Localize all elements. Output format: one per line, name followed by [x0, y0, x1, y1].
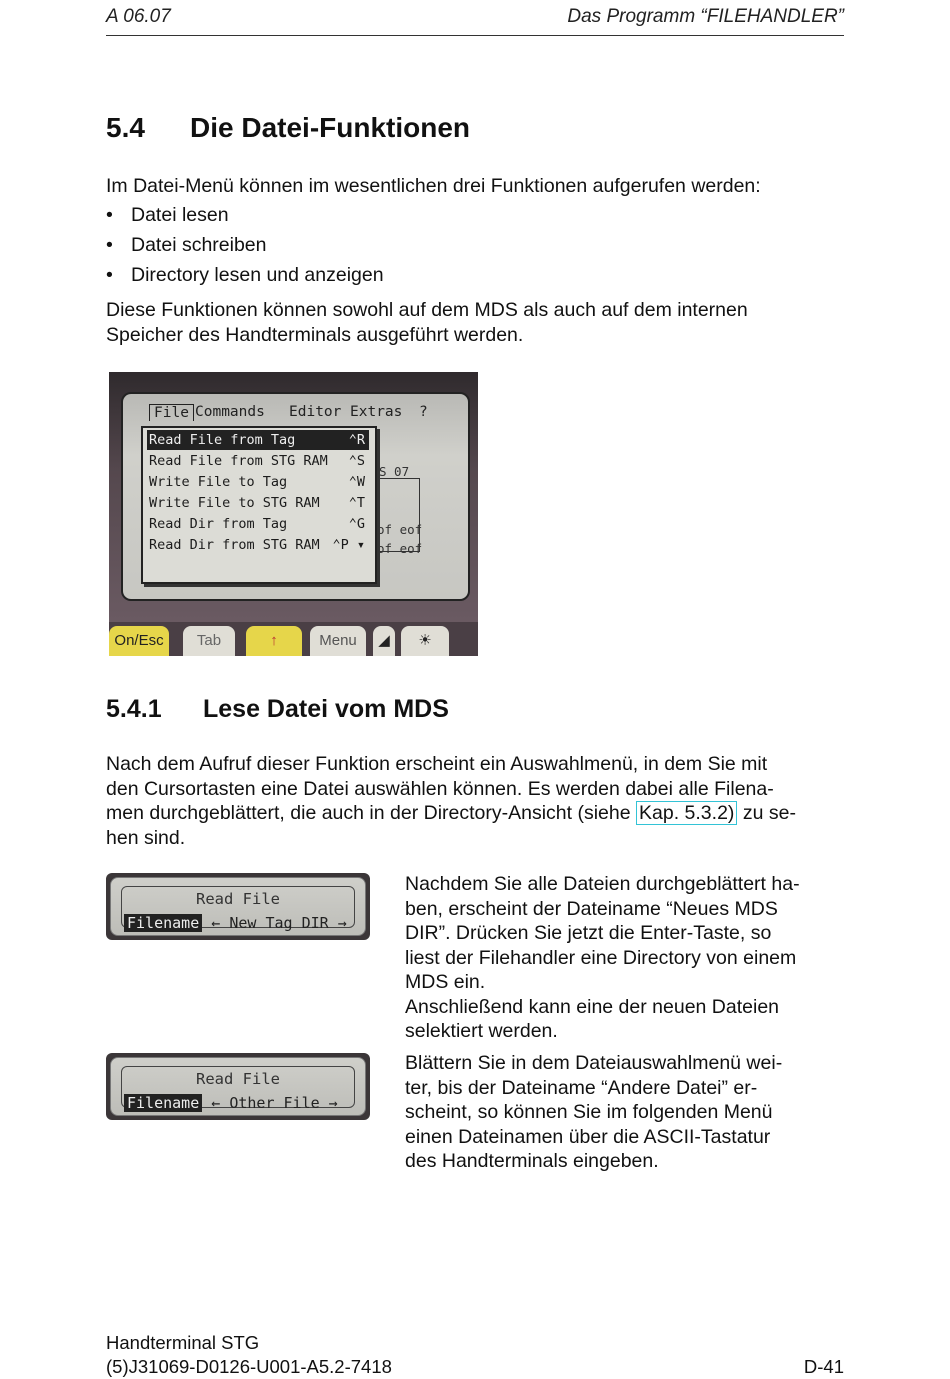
lcd-field-value: ← New Tag DIR → — [211, 914, 347, 932]
paragraph-auswahlmenue: Nach dem Aufruf dieser Funktion erscheint ein Auswahlmenü, in dem Sie mit den Cursortasten eine Datei auswählen können. Es werden dabei alle Filena- men durchgeblättert, die auch in der Directory-Ansicht (siehe Kap. 5.3.2) zu se- hen sind. — [106, 753, 796, 849]
bullet-item: • Datei lesen — [106, 204, 229, 226]
paragraph-functions: Diese Funktionen können sowohl auf dem MDS als auch auf dem internen Speicher des Handterminals ausgeführt werden. — [106, 299, 748, 346]
background-text: of eof — [377, 541, 423, 556]
menu-item-write-file-to-stg-ram: Write File to STG RAM ⌃T — [149, 495, 365, 511]
page-number: D-41 — [803, 1356, 844, 1377]
menu-help: ? — [419, 404, 428, 420]
menu-extras: Extras — [350, 404, 403, 420]
lcd-read-file-new-tag-dir — [106, 873, 370, 940]
terminal-keys — [109, 624, 478, 656]
file-dropdown-menu — [141, 426, 377, 584]
menu-item-read-file-from-stg-ram: Read File from STG RAM ⌃S — [149, 453, 365, 469]
background-text: S 07 — [379, 464, 410, 479]
menu-key: Menu — [310, 626, 366, 656]
menu-bar — [137, 402, 437, 424]
footer-title: Handterminal STG — [106, 1332, 260, 1353]
menu-item-write-file-to-tag: Write File to Tag ⌃W — [149, 474, 365, 490]
bullet-item: • Directory lesen und anzeigen — [106, 264, 384, 286]
menu-file: File — [149, 404, 194, 421]
background-text: of eof — [377, 522, 423, 537]
lcd-field-value: ← Other File → — [211, 1094, 338, 1112]
section-heading — [106, 112, 470, 144]
chapter-link[interactable]: Kap. 5.3.2) — [636, 801, 737, 825]
footer-doc-number: (5)J31069-D0126-U001-A5.2-7418 — [106, 1356, 392, 1377]
lcd-field-label: Filename — [124, 1094, 202, 1112]
bullet-item: • Datei schreiben — [106, 234, 267, 256]
lcd-read-file-other-file — [106, 1053, 370, 1120]
running-header-right: Das Programm “FILEHANDLER” — [567, 6, 844, 27]
on-esc-key: On/Esc — [109, 626, 169, 656]
backlight-key: ☀ — [401, 626, 449, 656]
tab-key: Tab — [183, 626, 235, 656]
subsection-heading — [106, 695, 449, 724]
menu-item-read-dir-from-tag: Read Dir from Tag ⌃G — [149, 516, 365, 532]
lcd-title: Read File — [196, 890, 280, 908]
header-rule — [106, 35, 844, 36]
subsection-number: 5.4.1 — [106, 695, 162, 723]
menu-item-read-file-from-tag: Read File from Tag ⌃R — [147, 430, 369, 450]
running-header-left: A 06.07 — [106, 6, 171, 27]
up-arrow-key: ↑ — [246, 626, 302, 656]
contrast-key: ◢ — [373, 626, 395, 656]
lcd-title: Read File — [196, 1070, 280, 1088]
menu-commands: Commands — [195, 404, 265, 420]
intro-text: Im Datei-Menü können im wesentlichen drei Funktionen aufgerufen werden: — [106, 175, 761, 197]
terminal-bezel — [109, 372, 478, 622]
lcd-field-label: Filename — [124, 914, 202, 932]
paragraph-neues-mds-dir: Nachdem Sie alle Dateien durchgeblättert ha- ben, erscheint der Dateiname “Neues MDS DIR”. Drücken Sie jetzt die Enter-Taste, so liest der Filehandler eine Directory von einem MDS ein. Anschließend kann eine der neuen Dateien selektiert werden. — [405, 873, 800, 1042]
menu-item-read-dir-from-stg-ram: Read Dir from STG RAM ⌃P ▾ — [149, 537, 365, 553]
section-number: 5.4 — [106, 112, 145, 143]
paragraph-andere-datei: Blättern Sie in dem Dateiauswahlmenü wei- ter, bis der Dateiname “Andere Datei” er- scheint, so können Sie im folgenden Menü einen Dateinamen über die ASCII-Tastatur des Handterminals eingeben. — [405, 1052, 783, 1172]
section-title: Die Datei-Funktionen — [190, 112, 471, 143]
terminal-screenshot — [109, 372, 478, 656]
menu-editor: Editor — [289, 404, 342, 420]
subsection-title: Lese Datei vom MDS — [203, 695, 449, 723]
